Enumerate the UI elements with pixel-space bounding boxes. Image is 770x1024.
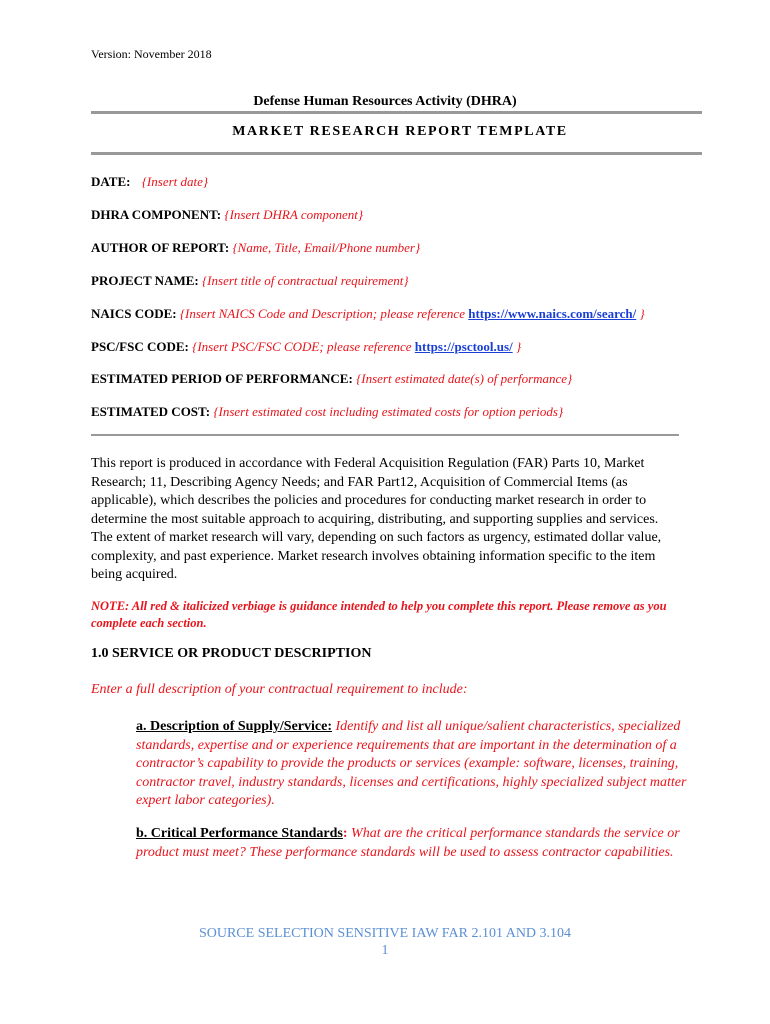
item-b-text: What are the critical performance standards the service or product must meet? These performance standards will be used to assess contractor capabilities.: [136, 826, 680, 860]
naics-field: [91, 306, 645, 322]
naics-close: }: [639, 306, 645, 321]
psc-close: }: [515, 339, 522, 354]
project-value: {Insert title of contractual requirement}: [201, 273, 409, 288]
version-label: Version: November 2018: [91, 47, 212, 61]
section-instruction: Enter a full description of your contractual requirement to include:: [91, 682, 468, 697]
top-divider: [91, 111, 702, 114]
component-label: DHRA COMPONENT:: [91, 207, 222, 222]
author-field: [91, 240, 420, 256]
psc-label: PSC/FSC CODE:: [91, 339, 189, 354]
item-a-text: Identify and list all unique/salient characteristics, specialized standards, expertise and or experience requirements that are important in the determination of a contractor’s capability to provide the products or services (example: software, licenses, training, contractor travel, industry standards, licenses and certifications, highly specialized subject matter expert labor categories).: [136, 719, 687, 808]
component-field: [91, 207, 363, 223]
component-value: {Insert DHRA component}: [224, 207, 364, 222]
cost-label: ESTIMATED COST:: [91, 404, 211, 419]
classification-footer: SOURCE SELECTION SENSITIVE IAW FAR 2.101 AND 3.104: [198, 926, 572, 941]
intro-paragraph: This report is produced in accordance with Federal Acquisition Regulation (FAR) Parts 10, Market Research; 11, Describing Agency Needs; and FAR Part12, Acquisition of Commercial Items (as applicable), which describes the policies and procedures for conducting market research in order to determine the most suitable approach to acquiring, distributing, and supporting supplies and services. The extent of market research will vary, depending on such factors as urgency, estimated dollar value, complexity, and past experience. Market research involves obtaining information specific to the item being acquired.: [91, 456, 662, 582]
project-label: PROJECT NAME:: [91, 273, 199, 288]
cost-value: {Insert estimated cost including estimated costs for option periods}: [213, 404, 564, 419]
period-label: ESTIMATED PERIOD OF PERFORMANCE:: [91, 371, 353, 386]
item-a-heading: a. Description of Supply/Service:: [136, 719, 332, 734]
period-field: [91, 371, 572, 387]
item-b-colon: :: [342, 826, 348, 841]
naics-value: {Insert NAICS Code and Description; please reference: [179, 306, 465, 321]
date-value: {Insert date}: [141, 174, 209, 189]
psc-value: {Insert PSC/FSC CODE; please reference: [192, 339, 412, 354]
naics-label: NAICS CODE:: [91, 306, 177, 321]
date-field: [91, 174, 208, 190]
cost-field: [91, 404, 563, 420]
document-title: MARKET RESEARCH REPORT TEMPLATE: [232, 124, 568, 139]
organization-heading: Defense Human Resources Activity (DHRA): [253, 94, 517, 109]
author-value: {Name, Title, Email/Phone number}: [232, 240, 421, 255]
page-footer: [0, 925, 770, 959]
item-b-heading: b. Critical Performance Standards: [136, 826, 343, 841]
date-label: DATE:: [91, 174, 131, 189]
section-heading: 1.0 SERVICE OR PRODUCT DESCRIPTION: [91, 646, 372, 661]
project-field: [91, 273, 409, 289]
item-b: [136, 825, 696, 862]
page-number: 1: [381, 943, 389, 958]
fields-divider: [91, 434, 679, 436]
guidance-note: NOTE: All red & italicized verbiage is guidance intended to help you complete this report. Please remove as you complete each section.: [91, 599, 667, 630]
title-divider: [91, 152, 702, 155]
psc-field: [91, 339, 521, 355]
item-a: [136, 718, 696, 811]
naics-link[interactable]: https://www.naics.com/search/: [468, 306, 637, 321]
author-label: AUTHOR OF REPORT:: [91, 240, 230, 255]
period-value: {Insert estimated date(s) of performance}: [356, 371, 573, 386]
psc-link[interactable]: https://psctool.us/: [414, 339, 513, 354]
